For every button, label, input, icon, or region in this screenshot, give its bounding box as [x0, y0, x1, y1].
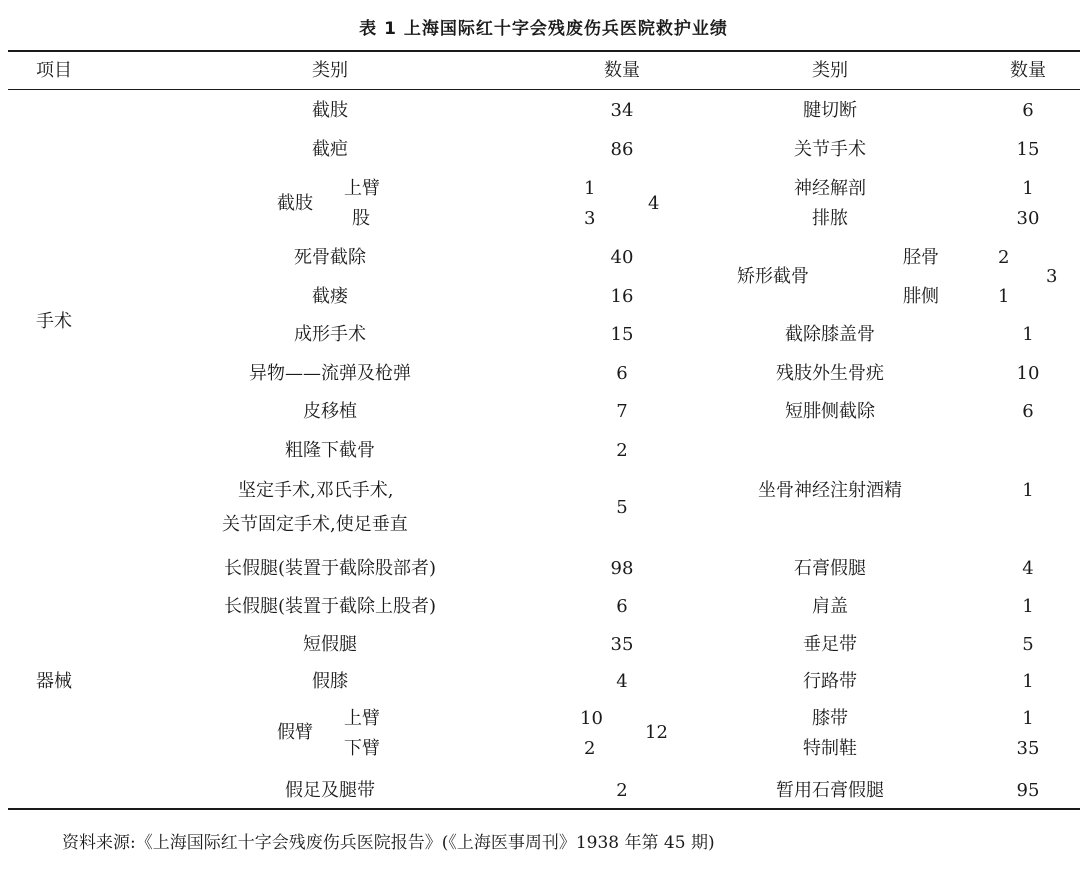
subcategory-cell: 胫骨: [903, 247, 939, 268]
category-cell: 死骨截除: [294, 247, 366, 268]
group-label-equipment: 器械: [36, 671, 72, 692]
count-cell: 1: [1022, 708, 1034, 729]
category-cell: 成形手术: [294, 324, 366, 345]
count-cell: 86: [610, 139, 634, 160]
count-cell: 1: [1022, 596, 1034, 617]
count-cell: 35: [1016, 738, 1040, 759]
bottom-rule: [8, 808, 1080, 810]
category-cell: 假膝: [312, 671, 348, 692]
count-cell: 1: [1022, 324, 1034, 345]
count-cell: 35: [610, 634, 634, 655]
category-cell: 行路带: [803, 671, 857, 692]
header-count-right: 数量: [1010, 60, 1046, 81]
total-count-cell: 3: [1046, 266, 1058, 287]
count-cell: 1: [1022, 671, 1034, 692]
category-cell: 异物——流弹及枪弹: [249, 363, 411, 384]
category-cell: 长假腿(装置于截除上股者): [223, 596, 437, 617]
subcount-cell: 1: [998, 286, 1010, 307]
count-cell: 6: [1022, 100, 1034, 121]
group-label-surgery: 手术: [36, 311, 72, 332]
category-cell: 截疤: [312, 139, 348, 160]
category-cell: 残肢外生骨疣: [776, 363, 884, 384]
category-cell: 截除膝盖骨: [785, 324, 875, 345]
subcount-cell: 10: [580, 708, 603, 729]
count-cell: 1: [1022, 178, 1034, 199]
count-cell: 6: [616, 363, 628, 384]
subcategory-cell: 股: [352, 208, 370, 229]
category-cell: 粗隆下截骨: [285, 440, 375, 461]
count-cell: 6: [1022, 401, 1034, 422]
category-cell: 长假腿(装置于截除股部者): [223, 558, 437, 579]
count-cell: 6: [616, 596, 628, 617]
subcategory-cell: 腓侧: [903, 286, 939, 307]
category-cell: 坐骨神经注射酒精: [758, 480, 902, 501]
count-cell: 7: [616, 401, 628, 422]
subcount-cell: 1: [584, 178, 596, 199]
count-cell: 34: [610, 100, 634, 121]
subcount-cell: 2: [584, 738, 596, 759]
total-count-cell: 4: [648, 193, 660, 214]
count-cell: 16: [610, 286, 634, 307]
header-item: 项目: [36, 60, 72, 81]
count-cell: 40: [610, 247, 634, 268]
header-category-left: 类别: [312, 60, 348, 81]
category-cell: 短假腿: [303, 634, 357, 655]
count-cell: 30: [1016, 208, 1040, 229]
count-cell: 10: [1016, 363, 1040, 384]
category-cell: 短腓侧截除: [785, 401, 875, 422]
category-cell: 石膏假腿: [794, 558, 866, 579]
total-count-cell: 12: [645, 722, 668, 743]
category-cell: 皮移植: [303, 401, 357, 422]
table-title: 表 1 上海国际红十字会残废伤兵医院救护业绩: [359, 19, 728, 39]
source-note: 资料来源:《上海国际红十字会残废伤兵医院报告》(《上海医事周刊》1938 年第 45 期): [62, 833, 715, 853]
count-cell: 15: [1016, 139, 1040, 160]
category-cell: 假足及腿带: [285, 780, 375, 801]
category-cell: 膝带: [812, 708, 848, 729]
subcategory-cell: 上臂: [344, 708, 380, 729]
count-cell: 4: [1022, 558, 1034, 579]
count-cell: 98: [610, 558, 634, 579]
category-cell: 截肢: [277, 193, 313, 214]
category-cell: 暂用石膏假腿: [776, 780, 884, 801]
header-category-right: 类别: [812, 60, 848, 81]
category-cell: 特制鞋: [803, 738, 857, 759]
subcount-cell: 2: [998, 247, 1010, 268]
count-cell: 5: [1022, 634, 1034, 655]
category-cell-line1: 坚定手术,邓氏手术,: [238, 480, 394, 501]
header-count-left: 数量: [604, 60, 640, 81]
category-cell: 矫形截骨: [737, 266, 809, 287]
count-cell: 95: [1016, 780, 1040, 801]
category-cell: 神经解剖: [794, 178, 866, 199]
count-cell: 5: [616, 497, 628, 518]
subcount-cell: 3: [584, 208, 596, 229]
category-cell: 截瘘: [312, 286, 348, 307]
count-cell: 2: [616, 780, 628, 801]
category-cell: 排脓: [812, 208, 848, 229]
category-cell: 关节手术: [794, 139, 866, 160]
category-cell: 假臂: [277, 722, 313, 743]
category-cell: 垂足带: [803, 634, 857, 655]
count-cell: 2: [616, 440, 628, 461]
count-cell: 4: [616, 671, 628, 692]
subcategory-cell: 下臂: [344, 738, 380, 759]
count-cell: 1: [1022, 480, 1034, 501]
subcategory-cell: 上臂: [344, 178, 380, 199]
header-rule: [8, 89, 1080, 90]
category-cell: 肩盖: [812, 596, 848, 617]
category-cell-line2: 关节固定手术,使足垂直: [222, 514, 408, 535]
count-cell: 15: [610, 324, 634, 345]
category-cell: 截肢: [312, 100, 348, 121]
category-cell: 腱切断: [803, 100, 857, 121]
top-rule: [8, 50, 1080, 52]
